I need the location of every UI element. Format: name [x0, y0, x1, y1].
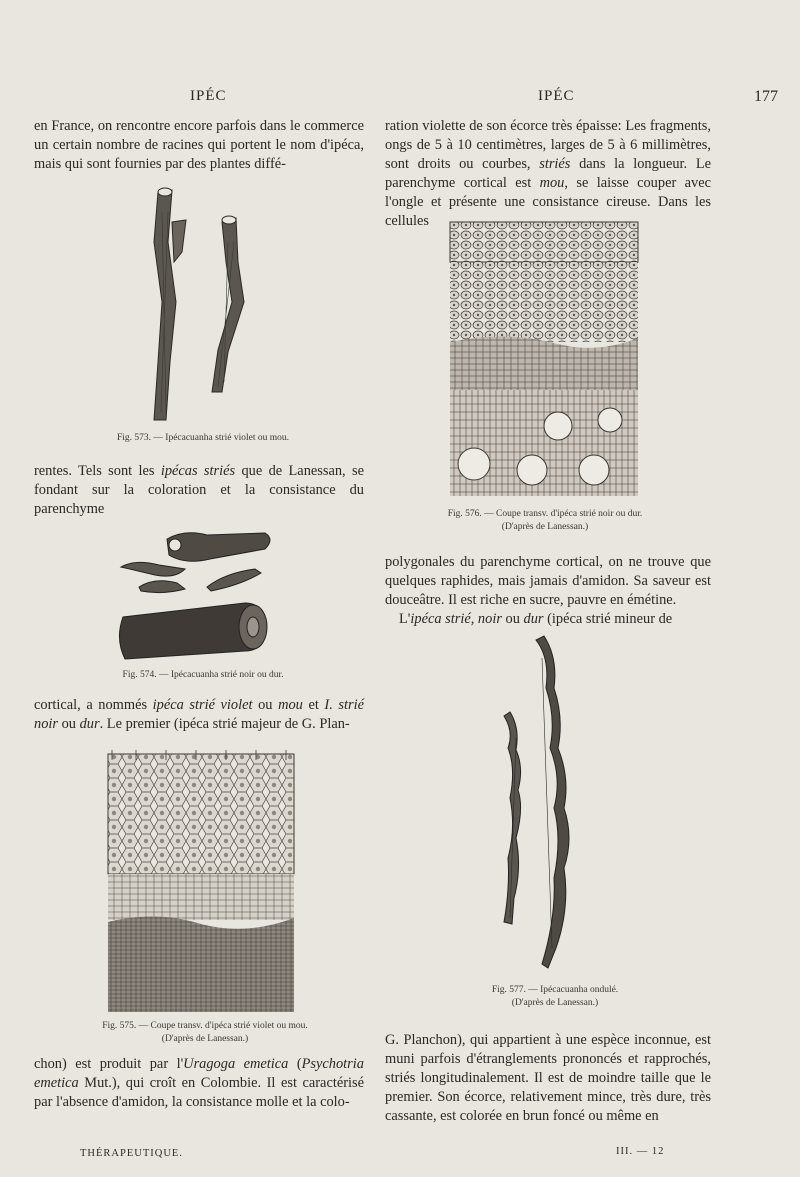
right-para-2: polygonales du parenchyme cortical, on ne trouve que quelques raphides, mais jamais d'amidon. Sa saveur est douceâtre. Il est riche en sucre, pauvre en émétine. L'ipéca strié, noir ou dur (ipéca strié mineur de: [385, 554, 711, 627]
fig-575-illustration: [106, 750, 296, 1015]
fig-577-caption: Fig. 577. — Ipécacuanha ondulé. (D'après de Lanessan.): [491, 985, 619, 1008]
page-number: 177: [754, 88, 778, 105]
fig-577-illustration: [490, 628, 620, 978]
fig-573-illustration: [128, 182, 278, 427]
fig-576-illustration: [448, 220, 640, 498]
fig-574-illustration: [115, 525, 295, 665]
footer-left: THÉRAPEUTIQUE.: [80, 1148, 183, 1159]
fig-576-caption: Fig. 576. — Coupe transv. d'ipéca strié noir ou dur. (D'après de Lanessan.): [447, 509, 643, 532]
fig-574-caption: Fig. 574. — Ipécacuanha strié noir ou dur.: [122, 670, 284, 680]
fig-573-caption: Fig. 573. — Ipécacuanha strié violet ou mou.: [116, 433, 290, 443]
left-para-4: chon) est produit par l'Uragoga emetica (Psychotria emetica Mut.), qui croît en Colombie. Il est caractérisé par l'absence d'amidon, la consistance molle et la colo-: [34, 1056, 364, 1110]
left-para-1: en France, on rencontre encore parfois dans le commerce un certain nombre de racines qui portent le nom d'ipéca, mais qui sont fournies par des plantes diffé-: [34, 118, 364, 172]
right-para-4: G. Planchon), qui appartient à une espèce inconnue, est muni parfois d'étranglements prononcés et rapprochés, striés longitudinalement. Il est de moindre taille que le premier. Son écorce, relativement mince, très dure, très cassante, est colorée en brun foncé ou même en: [385, 1032, 711, 1124]
footer-right: III. — 12: [616, 1146, 665, 1157]
left-para-2: rentes. Tels sont les ipécas striés que de Lanessan, se fondant sur la coloration et la consistance du parenchyme: [34, 463, 364, 517]
right-para-1: ration violette de son écorce très épaisse: Les fragments, ongs de 5 à 10 centimètres, larges de 5 à 6 millimètres, sont droits ou courbes, striés dans la longueur. Le parenchyme cortical est mou, se laisse couper avec l'ongle et présente une consistance cireuse. Dans les cellules: [385, 118, 712, 229]
right-running-head: IPÉC: [538, 88, 575, 104]
left-running-head: IPÉC: [190, 88, 227, 104]
left-para-3: cortical, a nommés ipéca strié violet ou mou et I. strié noir ou dur. Le premier (ipéca strié majeur de G. Plan-: [34, 697, 364, 732]
fig-575-caption: Fig. 575. — Coupe transv. d'ipéca strié violet ou mou. (D'après de Lanessan.): [102, 1021, 308, 1044]
